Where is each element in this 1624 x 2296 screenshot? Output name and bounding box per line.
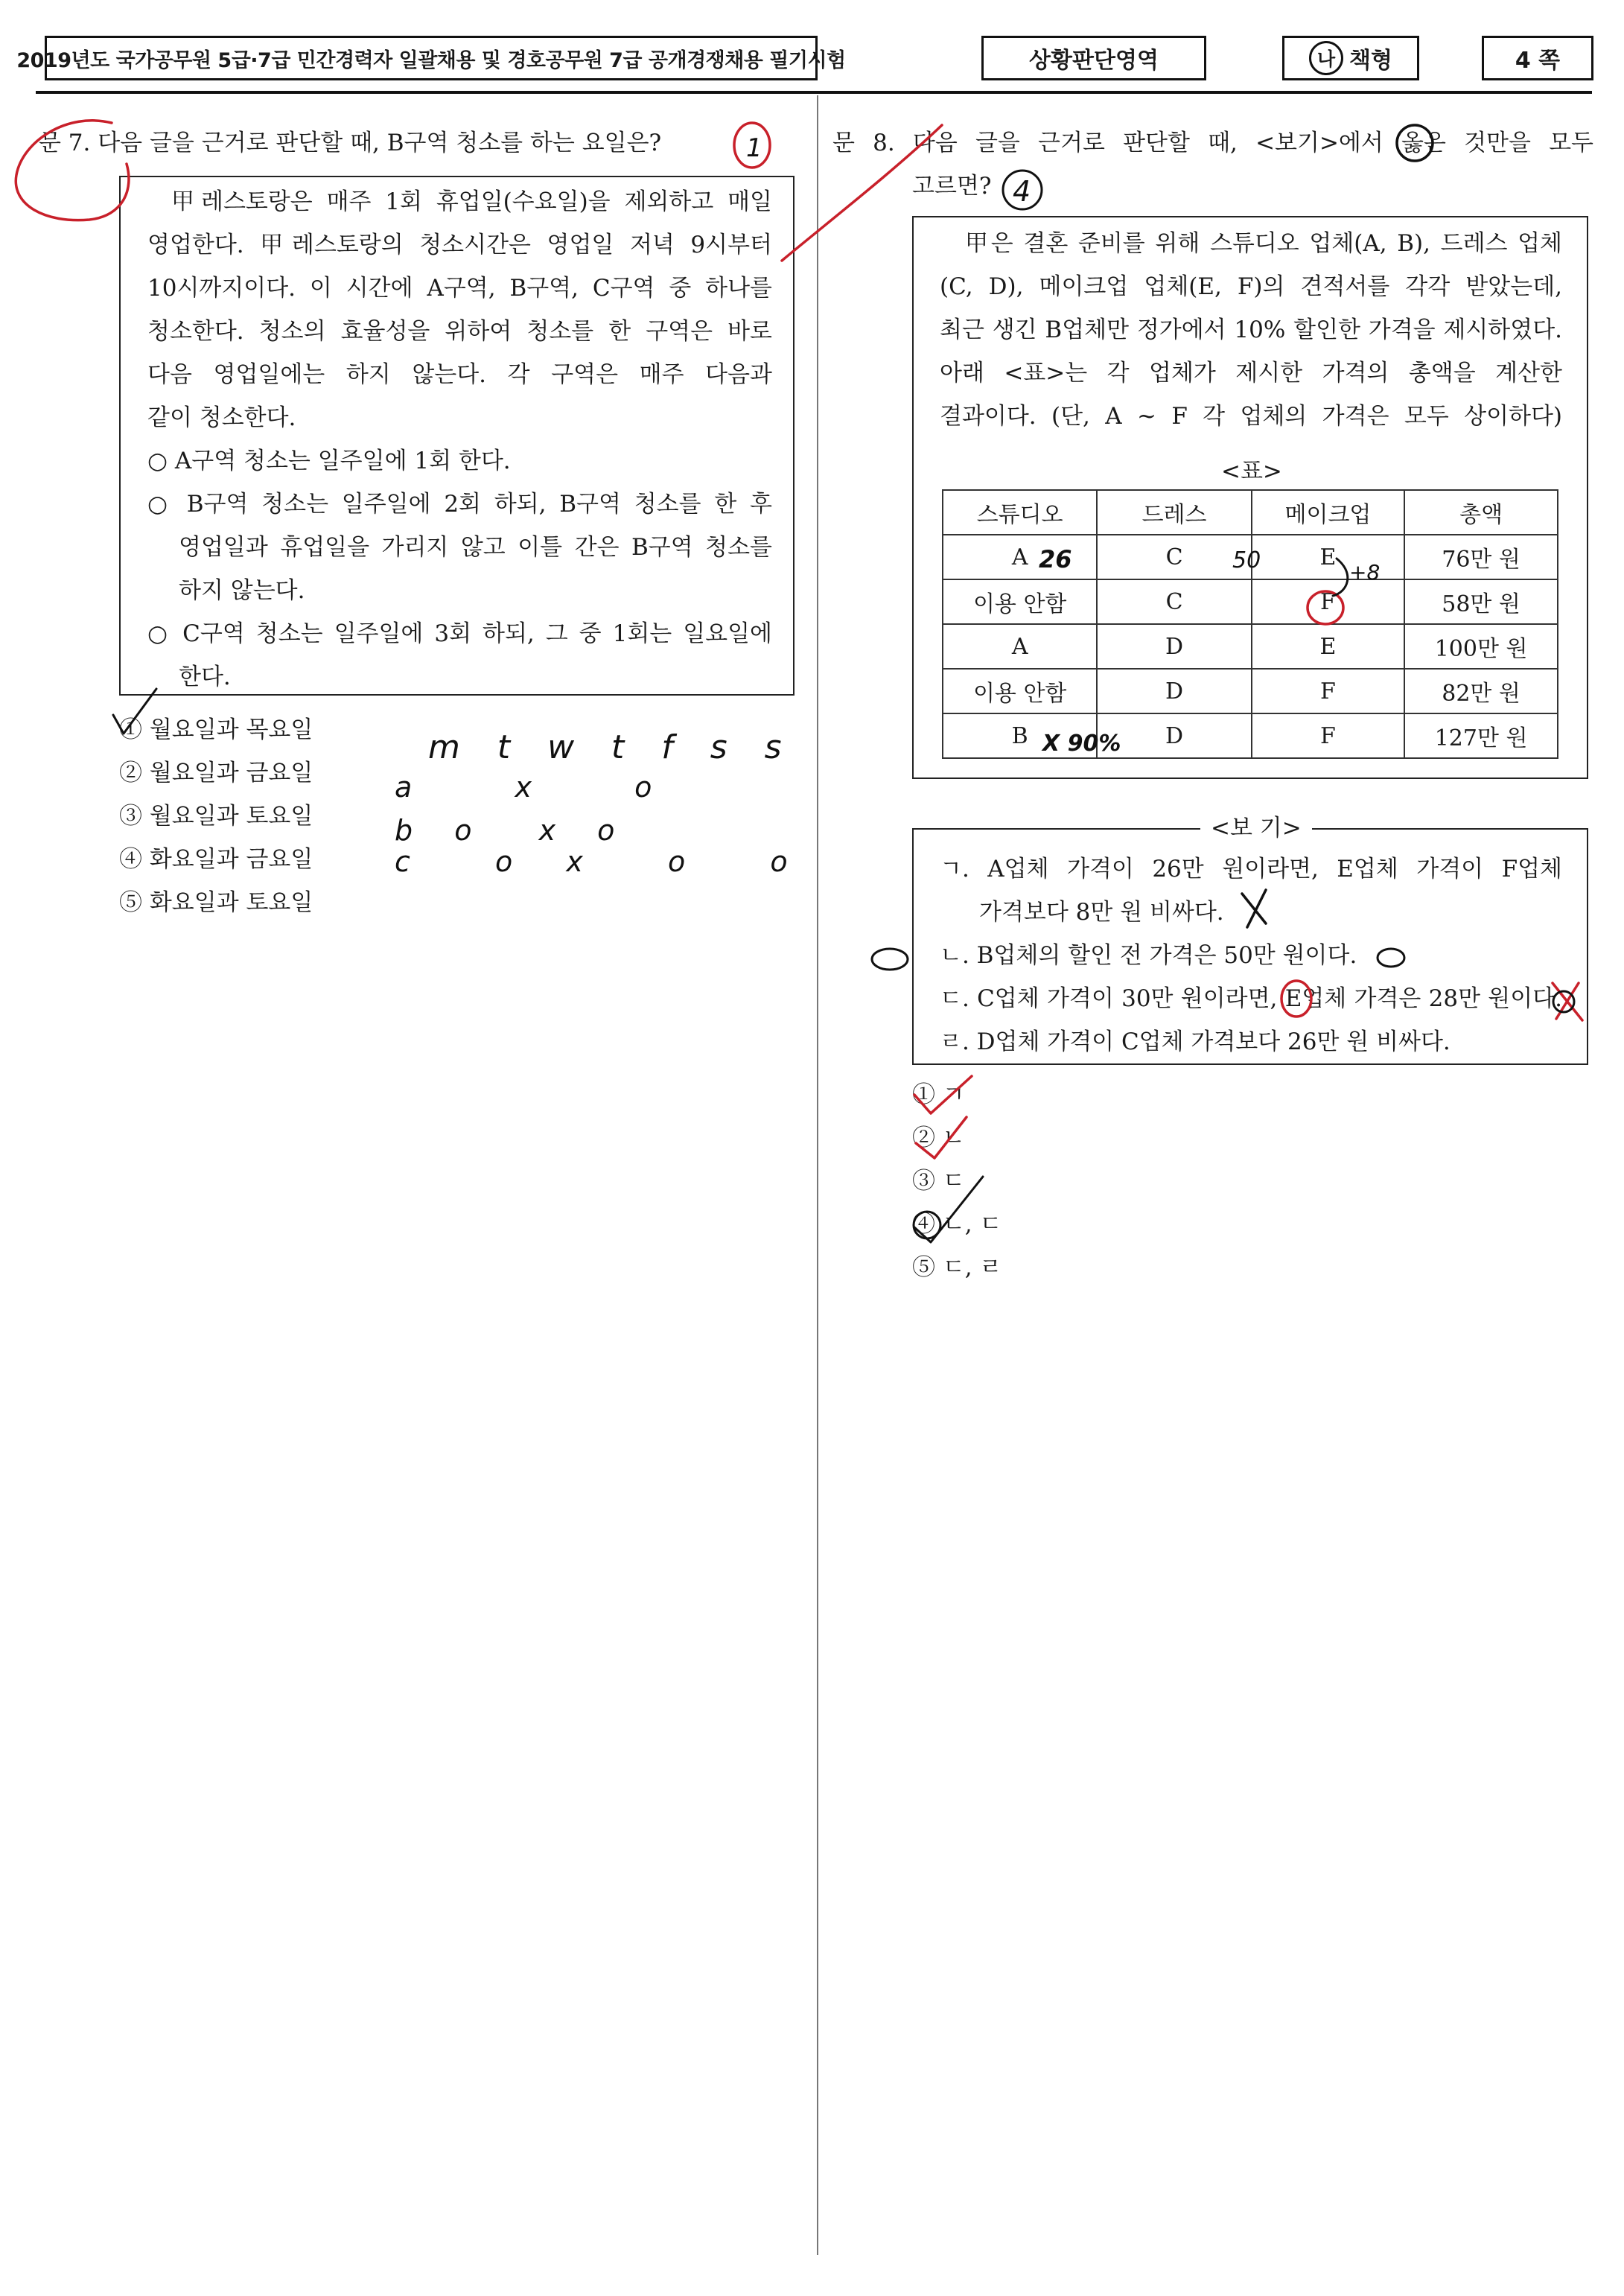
q7-bullet-c: ○ C구역 청소는 일주일에 3회 하되, 그 중 1회는 일요일에 [147,620,772,647]
price-note-x90: X 90% [1042,731,1121,757]
table-header-cell: 메이크업 [1252,490,1404,535]
q8-choice-4[interactable]: ④ ㄴ, ㄷ [912,1211,1002,1238]
table-cell: B [943,713,1097,758]
booklet-label: 책형 [1349,48,1392,74]
q7-choice-2[interactable]: ② 월요일과 금요일 [119,760,313,786]
q7-title: 문 7. 다음 글을 근거로 판단할 때, B구역 청소를 하는 요일은? [39,130,662,156]
q7-passage-line: 청소한다. 청소의 효율성을 위하여 청소를 한 구역은 바로 [147,318,772,345]
table-cell: A [943,535,1097,579]
table-cell: 58만 원 [1404,579,1558,624]
weekday-note: m t w t f s s [428,728,795,766]
q7-answer-note: 1 [746,133,762,163]
q7-choice-5[interactable]: ⑤ 화요일과 토요일 [119,889,313,916]
q8-passage-line: 최근 생긴 B업체만 정가에서 10% 할인한 가격을 제시하였다. [940,317,1562,343]
booklet-box [1282,36,1419,80]
bogi-item-d: ㄹ. D업체 가격이 C업체 가격보다 26만 원 비싸다. [940,1028,1451,1055]
q7-passage-line: 10시까지이다. 이 시간에 A구역, B구역, C구역 중 하나를 [147,275,772,302]
table-cell: C [1097,535,1251,579]
table-cell: 이용 안함 [943,579,1097,624]
q8-passage-line: 결과이다. (단, A ~ F 각 업체의 가격은 모두 상이하다) [940,403,1562,430]
price-note-plus8: +8 [1349,560,1381,585]
schedule-row-c: c o x o o [395,845,810,878]
table-cell: 100만 원 [1404,624,1558,669]
table-cell: E [1252,535,1404,579]
q7-answer-circle [734,123,770,168]
table-header-cell: 드레스 [1097,490,1251,535]
table-cell: 82만 원 [1404,669,1558,713]
q7-bullet-c-cont: 한다. [179,664,231,690]
o-mark-icon [872,949,908,970]
table-cell: 127만 원 [1404,713,1558,758]
q8-choice-1[interactable]: ① ㄱ [912,1081,965,1108]
page-number: 4 쪽 [1515,48,1561,74]
q8-passage-line: (C, D), 메이크업 업체(E, F)의 견적서를 각각 받았는데, [940,273,1562,300]
header-rule [36,91,1592,94]
table-row [943,713,1558,758]
bogi-item-a: ㄱ. A업체 가격이 26만 원이라면, E업체 가격이 F업체 [940,856,1562,883]
price-table [942,489,1558,759]
bogi-item-c: ㄷ. C업체 가격이 30만 원이라면, E업체 가격은 28만 원이다. [940,985,1562,1012]
table-row [943,579,1558,624]
table-cell: D [1097,624,1251,669]
bogi-item-b: ㄴ. B업체의 할인 전 가격은 50만 원이다. [940,942,1357,969]
q8-passage-line: 아래 <표>는 각 업체가 제시한 가격의 총액을 계산한 [940,360,1562,387]
q7-choice-3[interactable]: ③ 월요일과 토요일 [119,803,313,830]
schedule-row-b: b o x o [395,814,631,847]
q7-bullet-b-cont: 하지 않는다. [179,577,305,604]
schedule-row-a: a x o [395,771,681,804]
q8-choice-2[interactable]: ② ㄴ [912,1125,965,1151]
page-number-box [1482,36,1593,80]
table-cell: 이용 안함 [943,669,1097,713]
q7-bullet-b-cont: 영업일과 휴업일을 가리지 않고 이틀 간은 B구역 청소를 [179,534,772,561]
table-header-cell: 총액 [1404,490,1558,535]
q8-choice-5[interactable]: ⑤ ㄷ, ㄹ [912,1254,1002,1281]
bogi-item-a-cont: 가격보다 8만 원 비싸다. [979,899,1224,926]
table-row [943,535,1558,579]
q8-answer-note: 4 [1013,175,1031,208]
q8-title: 문 8. 다음 글을 근거로 판단할 때, <보기>에서 옳은 것만을 모두 [832,130,1593,156]
q7-bullet-a: ○ A구역 청소는 일주일에 1회 한다. [147,448,511,474]
table-header-row [943,490,1558,535]
booklet-mark: 나 [1309,41,1343,75]
table-cell: 76만 원 [1404,535,1558,579]
q7-choice-4[interactable]: ④ 화요일과 금요일 [119,846,313,873]
section-title: 상황판단영역 [1029,48,1159,74]
q7-passage-line: 다음 영업일에는 하지 않는다. 각 구역은 매주 다음과 [147,361,772,388]
exam-title: 2019년도 국가공무원 5급·7급 민간경력자 일괄채용 및 경호공무원 7급 공개경쟁채용 필기시험 [16,48,846,72]
q8-title-cont: 고르면? [912,173,992,200]
table-cell: D [1097,669,1251,713]
table-cell: A [943,624,1097,669]
q7-bullet-b: ○ B구역 청소는 일주일에 2회 하되, B구역 청소를 한 후 [147,491,772,518]
table-cell: F [1252,669,1404,713]
section-box [981,36,1206,80]
column-divider [817,95,818,2255]
q7-choice-1[interactable]: ① 월요일과 목요일 [119,716,313,743]
q8-choice-3[interactable]: ③ ㄷ [912,1168,965,1195]
bogi-title: <보 기> [1200,807,1312,850]
q8-passage-line: 甲은 결혼 준비를 위해 스튜디오 업체(A, B), 드레스 업체 [965,230,1562,257]
table-row [943,669,1558,713]
price-note-50: 50 [1232,547,1261,573]
table-cell: C [1097,579,1251,624]
table-cell: F [1252,579,1404,624]
table-row [943,624,1558,669]
exam-title-box [16,36,846,80]
table-cell: F [1252,713,1404,758]
table-caption: <표> [1221,458,1282,485]
table-cell: D [1097,713,1251,758]
q7-passage-line: 甲레스토랑은 매주 1회 휴업일(수요일)을 제외하고 매일 [171,188,772,215]
table-cell: E [1252,624,1404,669]
q8-answer-circle [1003,171,1042,209]
price-note-26: 26 [1039,545,1072,573]
q7-passage-line: 같이 청소한다. [147,404,296,431]
q7-passage-line: 영업한다. 甲레스토랑의 청소시간은 영업일 저녁 9시부터 [147,232,772,258]
table-header-cell: 스튜디오 [943,490,1097,535]
